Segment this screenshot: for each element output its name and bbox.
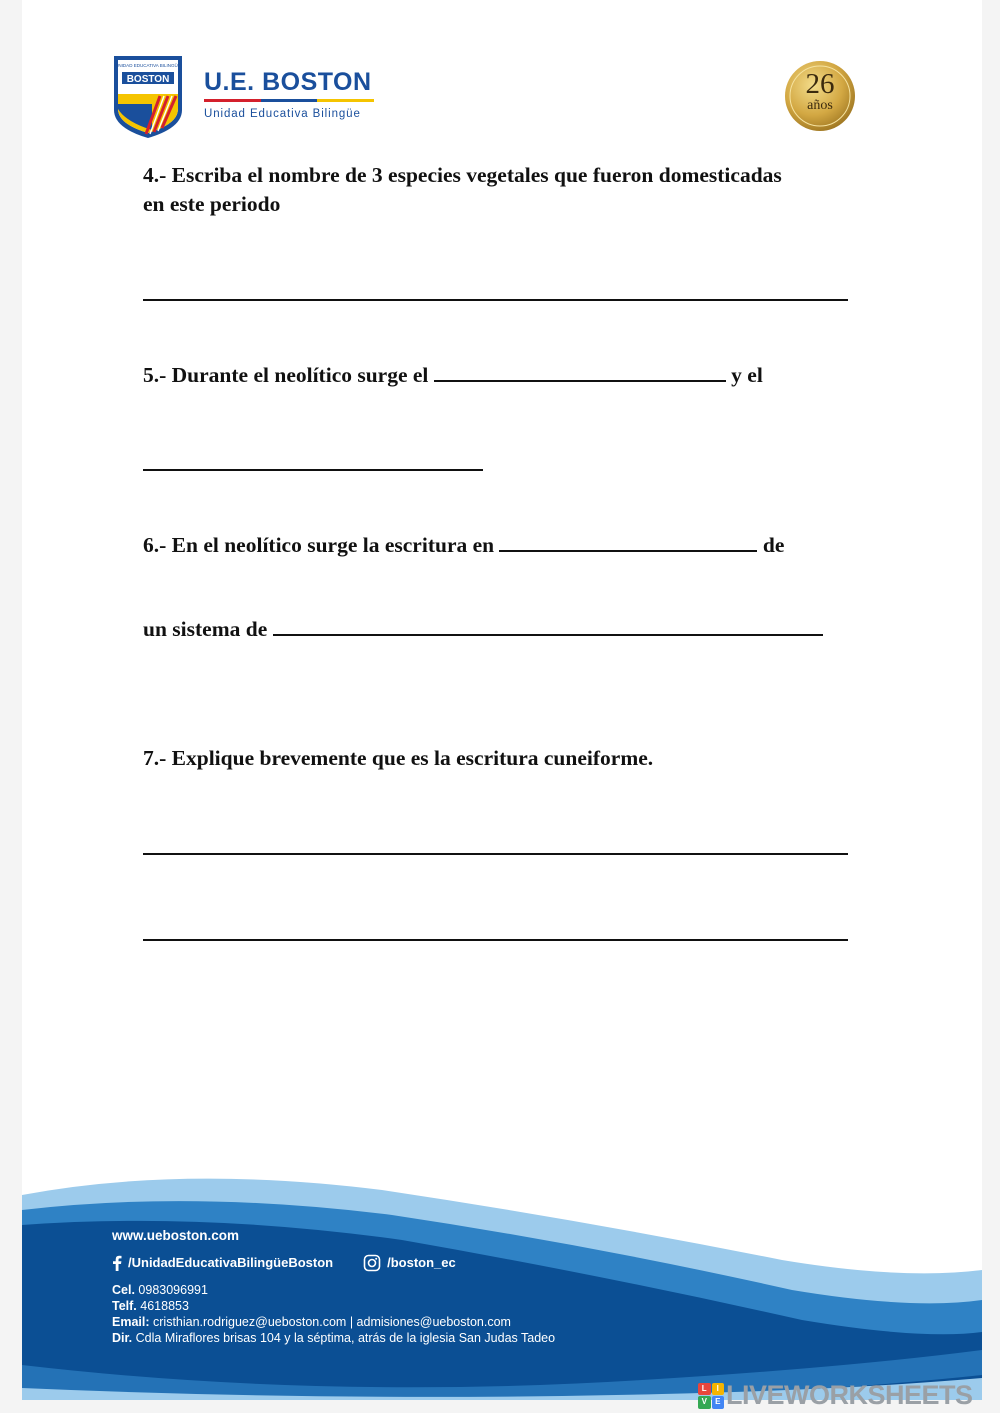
footer-social bbox=[112, 1254, 555, 1272]
brand-color-rule bbox=[204, 99, 374, 102]
question-6-blank-2[interactable] bbox=[273, 619, 823, 636]
question-7-answer-line-1[interactable] bbox=[143, 853, 848, 855]
footer-contact bbox=[112, 1228, 555, 1346]
crest-text-main: BOSTON bbox=[126, 74, 170, 85]
liveworksheets-watermark bbox=[698, 1380, 973, 1411]
question-6-line-1 bbox=[143, 531, 784, 560]
question-4-line-2: en este periodo bbox=[143, 192, 281, 216]
anniversary-badge bbox=[784, 58, 856, 134]
footer-instagram-handle[interactable]: /boston_ec bbox=[387, 1255, 456, 1270]
liveworksheets-text: LIVEWORKSHEETS bbox=[726, 1380, 973, 1410]
question-6-line-2 bbox=[143, 615, 823, 644]
facebook-icon[interactable] bbox=[112, 1255, 122, 1271]
question-5 bbox=[143, 361, 763, 390]
brand-name: U.E. BOSTON bbox=[204, 68, 372, 96]
instagram-icon[interactable] bbox=[363, 1254, 381, 1272]
question-7: 7.- Explique brevemente que es la escritura cuneiforme. bbox=[143, 746, 654, 770]
liveworksheets-logo-icon: L I V E bbox=[698, 1383, 724, 1409]
question-5-text-before: 5.- Durante el neolítico surge el bbox=[143, 363, 429, 387]
crest-text-top: UNIDAD EDUCATIVA BILINGÜE bbox=[115, 63, 181, 68]
question-4-answer-line[interactable] bbox=[143, 299, 848, 301]
question-7-answer-line-2[interactable] bbox=[143, 939, 848, 941]
school-crest-logo bbox=[112, 52, 184, 140]
footer-cel: Cel. 0983096991 bbox=[112, 1283, 208, 1297]
question-5-blank-2[interactable] bbox=[143, 469, 483, 471]
question-4-line-1: 4.- Escriba el nombre de 3 especies vegetales que fueron domesticadas bbox=[143, 163, 782, 187]
footer-email: Email: cristhian.rodriguez@ueboston.com | admisiones@ueboston.com bbox=[112, 1315, 511, 1329]
footer-website[interactable]: www.ueboston.com bbox=[112, 1228, 240, 1243]
badge-word: años bbox=[807, 98, 833, 113]
brand-tagline: Unidad Educativa Bilingüe bbox=[204, 108, 361, 120]
question-5-blank-1[interactable] bbox=[434, 365, 726, 382]
brand-block bbox=[204, 68, 374, 120]
question-6-text-before: 6.- En el neolítico surge la escritura en bbox=[143, 533, 495, 557]
question-6-text-after: de bbox=[762, 533, 785, 557]
footer-facebook-handle[interactable]: /UnidadEducativaBilingüeBoston bbox=[128, 1255, 334, 1270]
footer-telf: Telf. 4618853 bbox=[112, 1299, 189, 1313]
question-6-text-line-2: un sistema de bbox=[143, 617, 268, 641]
question-6-blank-1[interactable] bbox=[499, 535, 757, 552]
question-5-text-after: y el bbox=[731, 363, 763, 387]
worksheet-page bbox=[22, 0, 982, 1400]
footer-address: Dir. Cdla Miraflores brisas 104 y la séptima, atrás de la iglesia San Judas Tadeo bbox=[112, 1331, 556, 1345]
badge-number: 26 bbox=[805, 68, 835, 100]
